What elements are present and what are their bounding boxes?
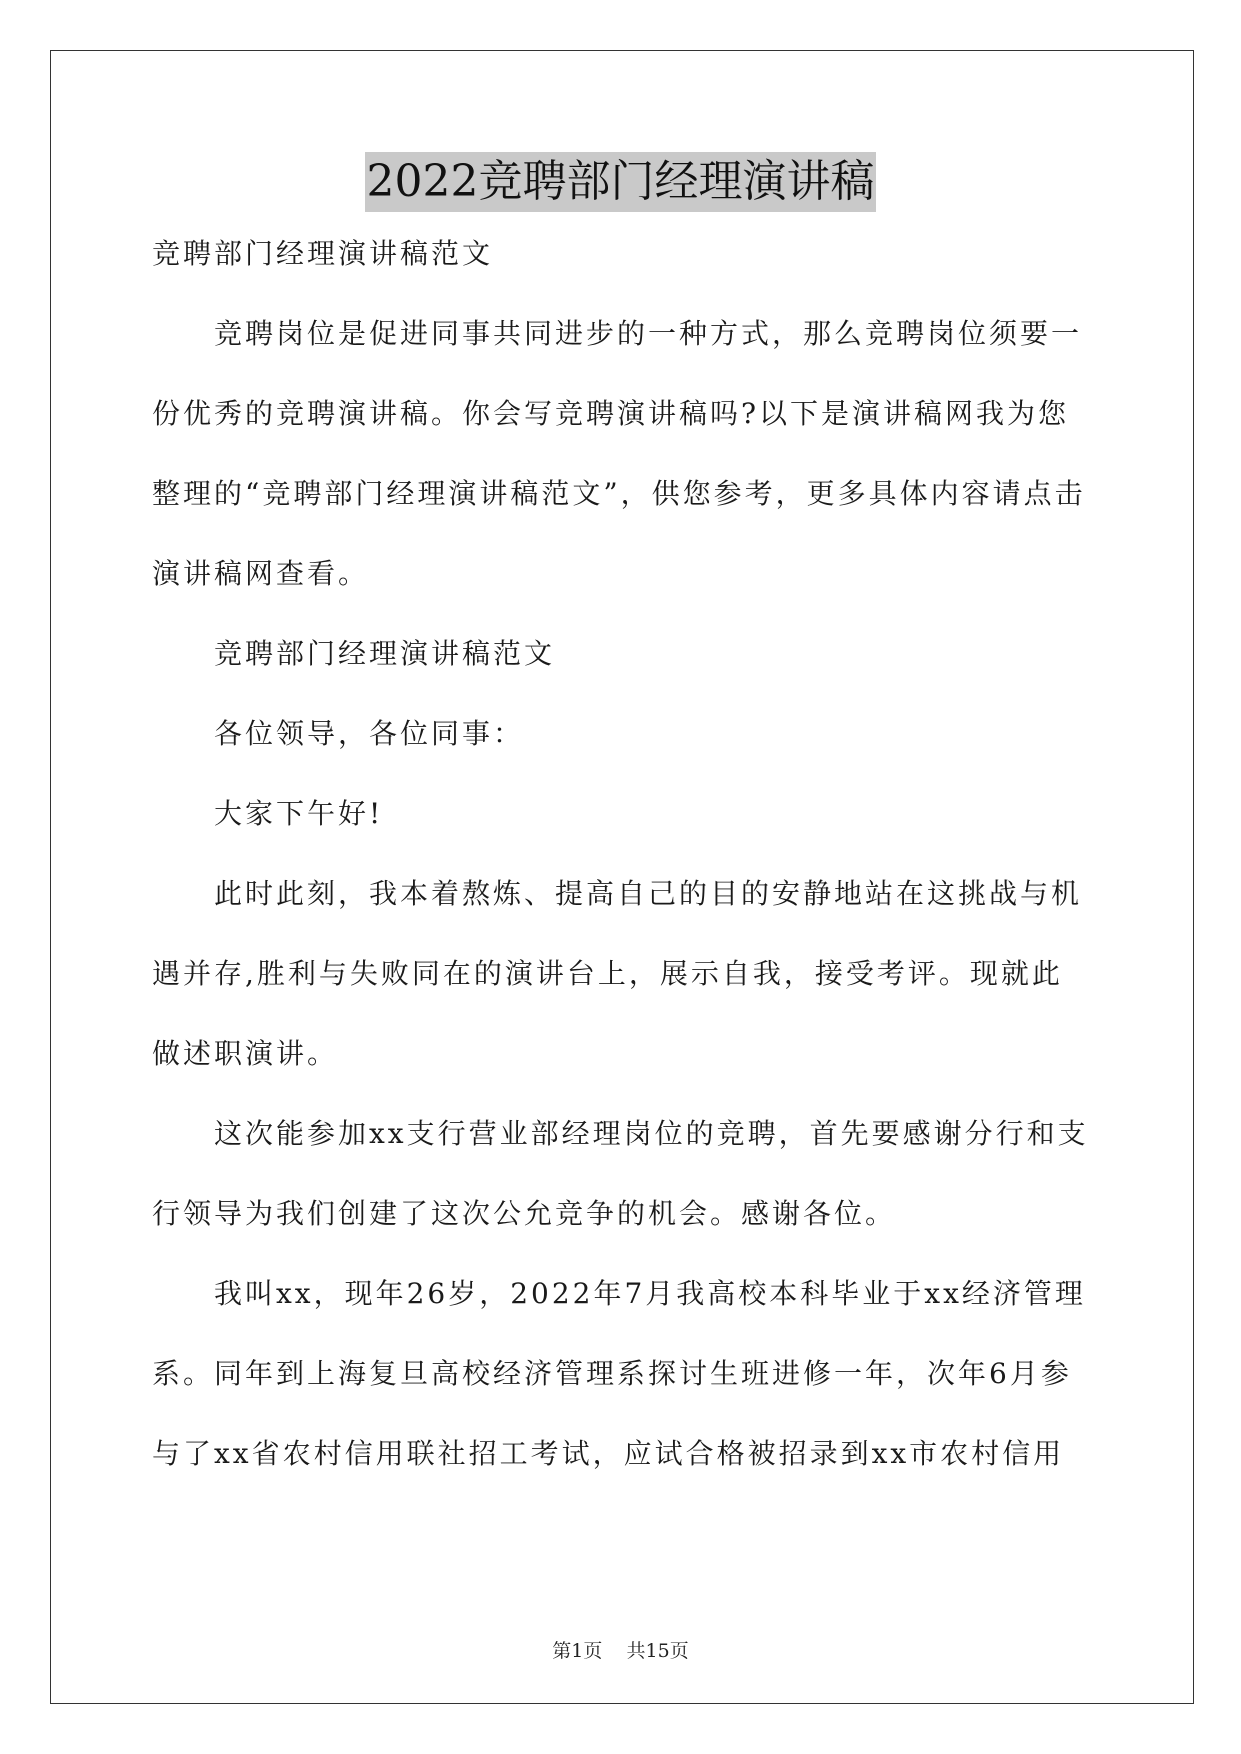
page-total: 共15页 (626, 1640, 689, 1662)
paragraph-self-intro: 我叫xx，现年26岁，2022年7月我高校本科毕业于xx经济管理系。同年到上海复旦高校经济管理系探讨生班进修一年，次年6月参与了xx省农村信用联社招工考试，应试合格被招录到xx市农村信用 (152, 1277, 1086, 1470)
paragraph-intro: 竞聘岗位是促进同事共同进步的一种方式，那么竞聘岗位须要一份优秀的竞聘演讲稿。你会写竞聘演讲稿吗?以下是演讲稿网我为您整理的“竞聘部门经理演讲稿范文”，供您参考，更多具体内容请点击演讲稿网查看。 (152, 317, 1086, 590)
page-footer (0, 1636, 1241, 1663)
paragraph-salutation: 大家下午好! (214, 797, 384, 830)
page-number: 第1页 (552, 1640, 603, 1662)
title-container (0, 152, 1241, 212)
paragraph-opening: 此时此刻，我本着熬炼、提高自己的目的安静地站在这挑战与机遇并存,胜利与失败同在的演讲台上，展示自我，接受考评。现就此做述职演讲。 (152, 877, 1083, 1070)
document-subtitle: 竞聘部门经理演讲稿范文 (152, 237, 494, 270)
paragraph-greeting: 各位领导，各位同事： (214, 717, 525, 750)
document-title: 2022竞聘部门经理演讲稿 (365, 152, 877, 212)
paragraph-thanks: 这次能参加xx支行营业部经理岗位的竞聘，首先要感谢分行和支行领导为我们创建了这次公允竞争的机会。感谢各位。 (152, 1117, 1089, 1230)
document-body (152, 214, 1092, 1494)
paragraph-speech-title: 竞聘部门经理演讲稿范文 (214, 637, 556, 670)
